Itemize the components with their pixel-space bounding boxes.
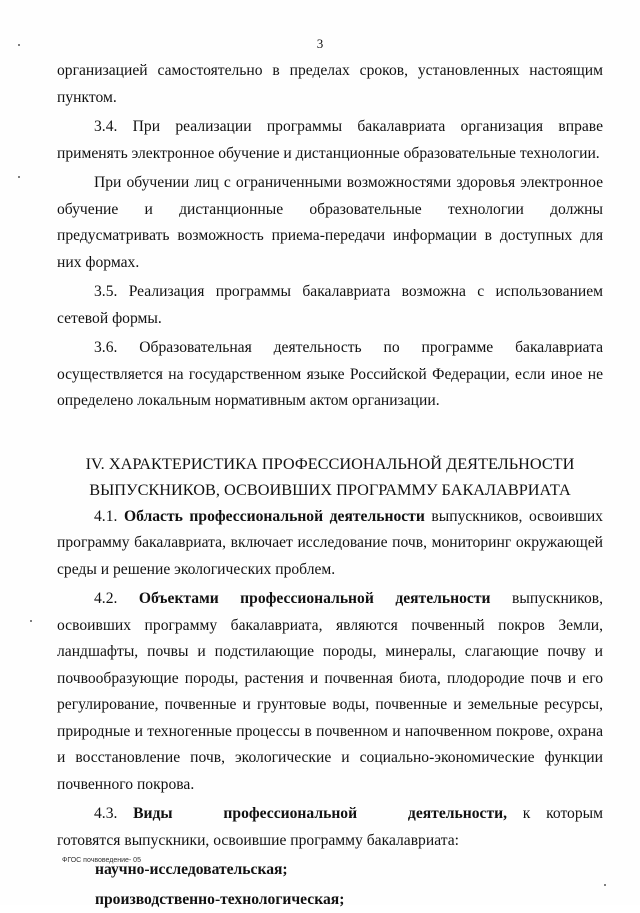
section-heading — [57, 451, 603, 504]
section-heading-line-1: IV. ХАРАКТЕРИСТИКА ПРОФЕССИОНАЛЬНОЙ ДЕЯТЕЛЬНОСТИ — [57, 451, 603, 478]
paragraph-4-2-term: Объектами профессиональной деятельности — [139, 590, 491, 607]
scan-speck — [18, 44, 20, 46]
paragraph-4-3-term: Виды профессиональной деятельности, — [133, 805, 507, 822]
paragraph-4-3 — [57, 801, 603, 854]
scan-speck — [604, 884, 606, 886]
paragraph-3-4: 3.4. При реализации программы бакалавриата организация вправе применять электронное обучение и дистанционные образовательные технологии. — [57, 114, 603, 167]
paragraph-4-3-text: к которым готовятся выпускники, освоившие программу бакалавриата: — [57, 805, 603, 849]
paragraph-4-2-number: 4.2. — [94, 590, 117, 607]
document-body — [57, 58, 603, 913]
section-heading-line-2: ВЫПУСКНИКОВ, ОСВОИВШИХ ПРОГРАММУ БАКАЛАВРИАТА — [57, 477, 603, 504]
paragraph-3-6: 3.6. Образовательная деятельность по программе бакалавриата осуществляется на государственном языке Российской Федерации, если иное не определено локальным нормативным актом организации. — [57, 335, 603, 415]
paragraph-accessibility: При обучении лиц с ограниченными возможностями здоровья электронное обучение и дистанционные образовательные технологии должны предусматривать возможность приема-передачи информации в доступных для них формах. — [57, 170, 603, 276]
paragraph-continuation: организацией самостоятельно в пределах сроков, установленных настоящим пунктом. — [57, 58, 603, 111]
paragraph-4-1-term: Область профессиональной деятельности — [124, 508, 425, 525]
activity-type-production: производственно-технологическая; — [57, 887, 603, 913]
scan-speck — [30, 620, 32, 622]
paragraph-4-2-text: выпускников, освоивших программу бакалавриата, являются почвенный покров Земли, ландшафты, почвы и подстилающие породы, минералы, слагающие почву и почвообразующие породы, растения и почвенная биота, плодородие почв и его регулирование, почвенные и грунтовые воды, почвенные и земельные ресурсы, природные и техногенные процессы в почвенном и напочвенном покрове, охрана и восстановление почв, экологические и социально-экономические функции почвенного покрова. — [57, 590, 603, 793]
page-footer: ФГОС почвоведение- 05 — [62, 857, 141, 864]
activity-type-research: научно-исследовательская; — [57, 857, 603, 884]
paragraph-4-1-number: 4.1. — [94, 508, 117, 525]
paragraph-4-2 — [57, 586, 603, 798]
paragraph-4-1 — [57, 504, 603, 584]
paragraph-3-5: 3.5. Реализация программы бакалавриата возможна с использованием сетевой формы. — [57, 279, 603, 332]
paragraph-4-1-text: выпускников, освоивших программу бакалавриата, включает исследование почв, мониторинг окружающей среды и решение экологических проблем. — [57, 508, 603, 578]
scan-speck — [18, 176, 20, 178]
page-number: 3 — [0, 36, 640, 52]
paragraph-4-3-number: 4.3. — [94, 805, 117, 822]
